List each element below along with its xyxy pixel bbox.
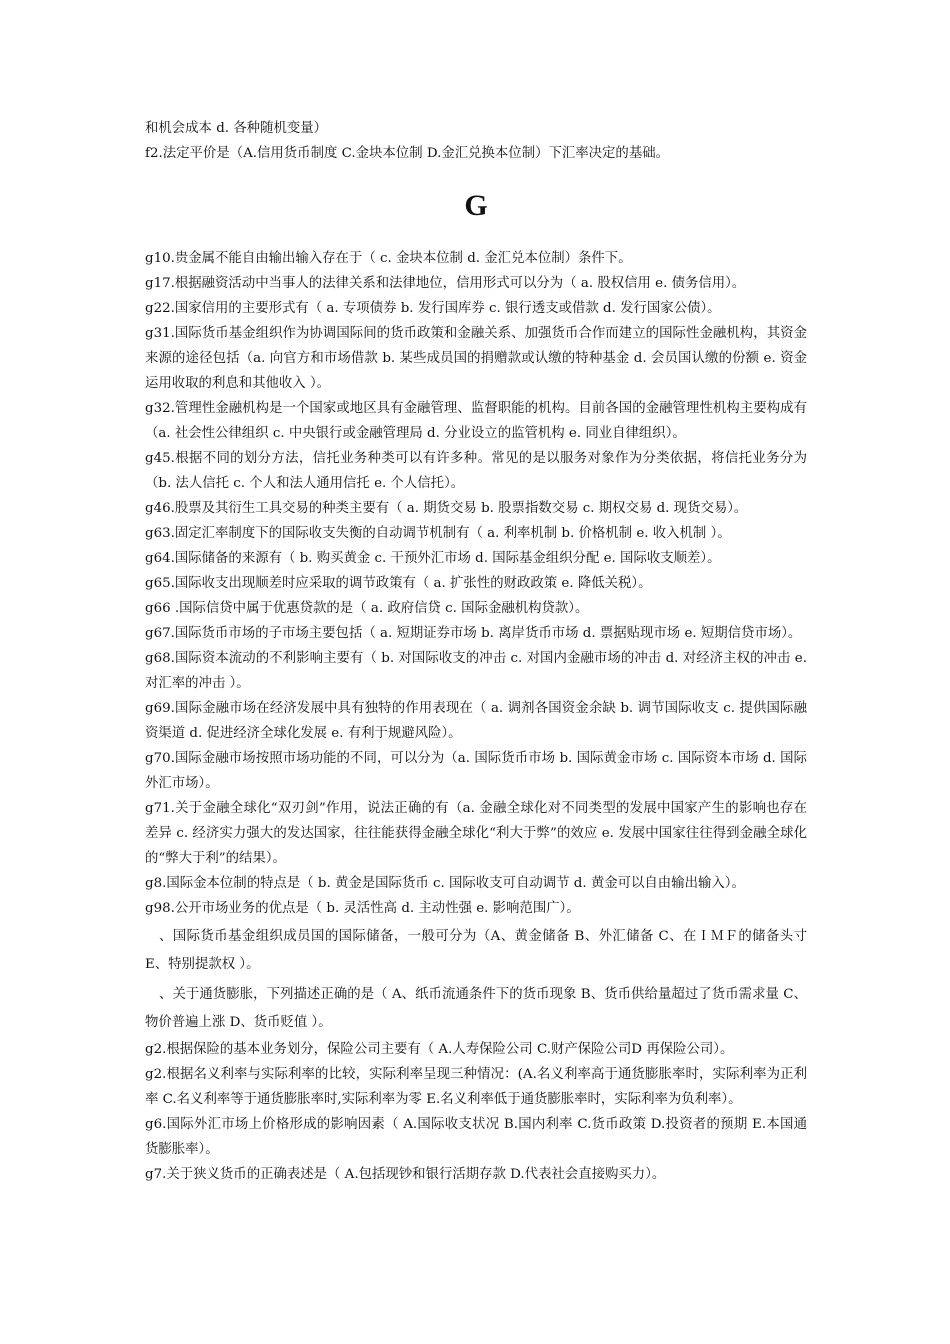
question-item: g2.根据保险的基本业务划分，保险公司主要有（ A.人寿保险公司 C.财产保险公司D 再保险公司）。 <box>145 1042 734 1057</box>
question-item: g46.股票及其衍生工具交易的种类主要有（ a. 期货交易 b. 股票指数交易 c. 期权交易 d. 现货交易）。 <box>145 501 748 516</box>
question-item: g7.关于狭义货币的正确表述是（ A.包括现钞和银行活期存款 D.代表社会直接购买力）。 <box>145 1167 666 1182</box>
question-item: g68.国际资本流动的不利影响主要有（ b. 对国际收支的冲击 c. 对国内金融市场的冲击 d. 对经济主权的冲击 e. 对汇率的冲击 ）。 <box>145 651 807 691</box>
question-item: g71.关于金融全球化“双刃剑”作用，说法正确的有（a. 金融全球化对不同类型的发展中国家产生的影响也存在差异 c. 经济实力强大的发达国家，往往能获得金融全球化“利大于弊”的效应 e. 发展中国家往往得到金融全球化的“弊大于利”的结果）。 <box>145 801 807 866</box>
question-item: g10.贵金属不能自由输出输入存在于（ c. 金块本位制 d. 金汇兑本位制）条件下。 <box>145 251 632 266</box>
question-item: g98.公开市场业务的优点是（ b. 灵活性高 d. 主动性强 e. 影响范围广）。 <box>145 901 580 916</box>
question-item: g66 .国际信贷中属于优惠贷款的是（ a. 政府信贷 c. 国际金融机构贷款）。 <box>145 601 589 616</box>
question-item: g65.国际收支出现顺差时应采取的调节政策有（ a. 扩张性的财政政策 e. 降低关税）。 <box>145 576 652 591</box>
question-item: g64.国际储备的来源有（ b. 购买黄金 c. 干预外汇市场 d. 国际基金组织分配 e. 国际收支顺差）。 <box>145 551 721 566</box>
intro-line: 和机会成本 d. 各种随机变量） <box>145 121 328 136</box>
question-item: g22.国家信用的主要形式有（ a. 专项债券 b. 发行国库券 c. 银行透支或借款 d. 发行国家公债）。 <box>145 301 721 316</box>
intro-line: f2.法定平价是（A.信用货币制度 C.金块本位制 D.金汇兑换本位制）下汇率决定的基础。 <box>145 146 669 161</box>
question-item: g2.根据名义利率与实际利率的比较，实际利率呈现三种情况：(A.名义利率高于通货膨胀率时，实际利率为正利率 C.名义利率等于通货膨胀率时,实际利率为零 E.名义利率低于通货膨胀率时，实际利率为负利率）。 <box>145 1067 807 1107</box>
section-heading: G <box>464 189 488 222</box>
question-item: g17.根据融资活动中当事人的法律关系和法律地位，信用形式可以分为（ a. 股权信用 e. 债务信用）。 <box>145 276 746 291</box>
question-item-indented: 、关于通货膨胀，下列描述正确的是（ A、纸币流通条件下的货币现象 B、货币供给量超过了货币需求量 C、物价普遍上涨 D、货币贬值 ）。 <box>145 987 807 1030</box>
question-item: g32.管理性金融机构是一个国家或地区具有金融管理、监督职能的机构。目前各国的金融管理性机构主要构成有（a. 社会性公律组织 c. 中央银行或金融管理局 d. 分业设立的监管机构 e. 同业自律组织）。 <box>145 401 807 441</box>
question-item-indented: 、国际货币基金组织成员国的国际储备，一般可分为（A、黄金储备 B、外汇储备 C、在ＩＭＦ的储备头寸 E、特别提款权 ）。 <box>145 929 807 972</box>
document-body <box>145 116 807 1187</box>
question-item: g67.国际货币市场的子市场主要包括（ a. 短期证券市场 b. 离岸货币市场 d. 票据贴现市场 e. 短期信贷市场）。 <box>145 626 802 641</box>
question-item: g6.国际外汇市场上价格形成的影响因素（ A.国际收支状况 B.国内利率 C.货币政策 D.投资者的预期 E.本国通货膨胀率）。 <box>145 1117 807 1157</box>
question-item: g69.国际金融市场在经济发展中具有独特的作用表现在（ a. 调剂各国资金余缺 b. 调节国际收支 c. 提供国际融资渠道 d. 促进经济全球化发展 e. 有利于规避风险）。 <box>145 701 807 741</box>
question-item: g8.国际金本位制的特点是（ b. 黄金是国际货币 c. 国际收支可自动调节 d. 黄金可以自由输出输入）。 <box>145 876 745 891</box>
question-item: g45.根据不同的划分方法，信托业务种类可以有许多种。常见的是以服务对象作为分类依据，将信托业务分为（b. 法人信托 c. 个人和法人通用信托 e. 个人信托）。 <box>145 451 807 491</box>
question-item: g63.固定汇率制度下的国际收支失衡的自动调节机制有（ a. 利率机制 b. 价格机制 e. 收入机制 ）。 <box>145 526 731 541</box>
question-item: g31.国际货币基金组织作为协调国际间的货币政策和金融关系、加强货币合作而建立的国际性金融机构，其资金来源的途径包括（a. 向官方和市场借款 b. 某些成员国的捐赠款或认缴的特种基金 d. 会员国认缴的份额 e. 资金运用收取的利息和其他收入 ）。 <box>145 326 807 391</box>
question-item: g70.国际金融市场按照市场功能的不同，可以分为（a. 国际货币市场 b. 国际黄金市场 c. 国际资本市场 d. 国际外汇市场）。 <box>145 751 807 791</box>
